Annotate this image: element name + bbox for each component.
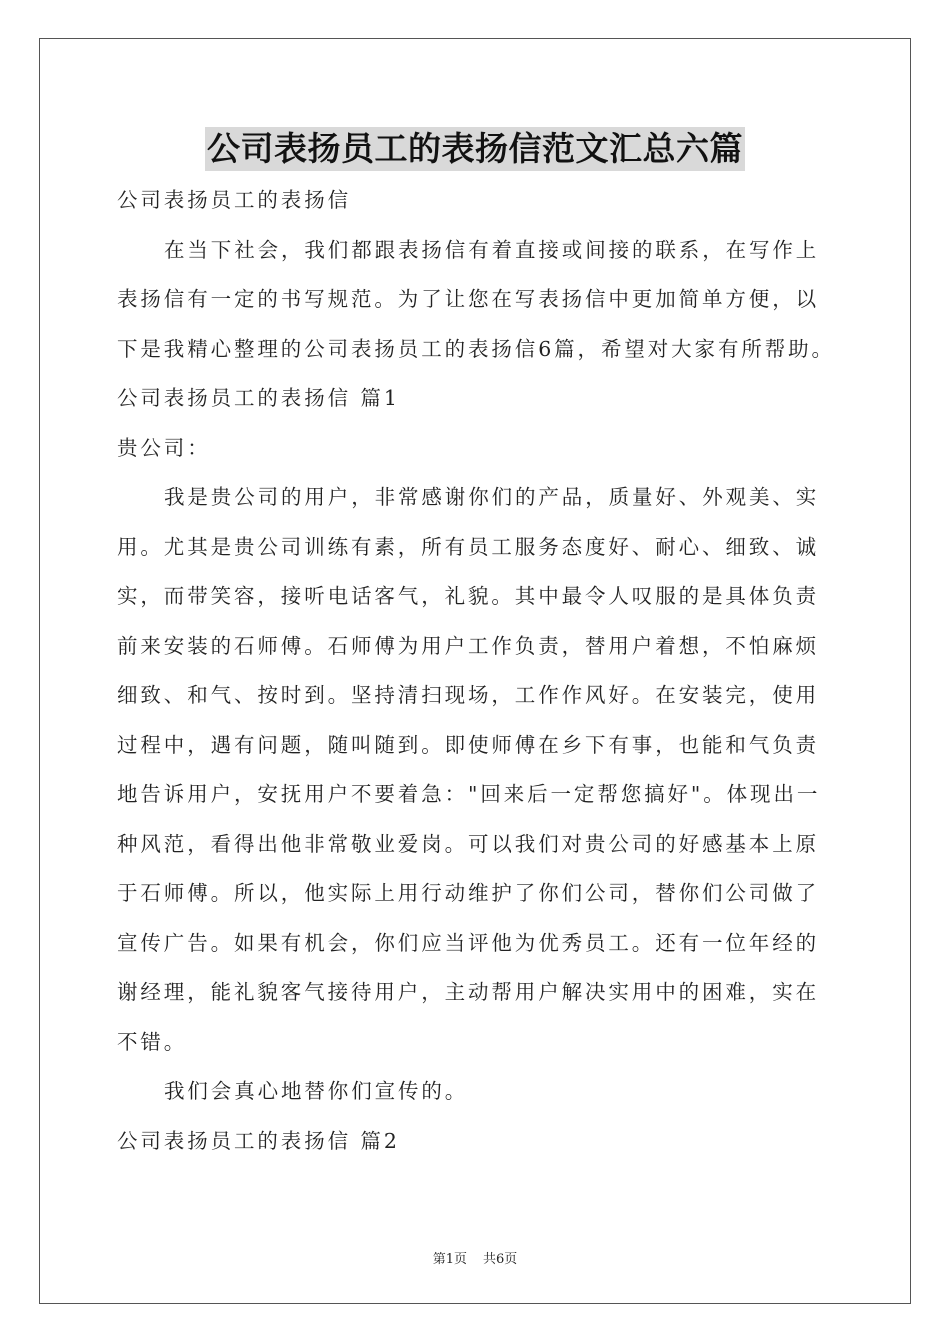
text-line: 实，而带笑容，接听电话客气，礼貌。其中最令人叹服的是具体负责 [117, 584, 819, 608]
text-line: 公司表扬员工的表扬信 篇1 [117, 386, 400, 410]
text-line: 细致、和气、按时到。坚持清扫现场，工作作风好。在安装完，使用 [117, 683, 819, 707]
text-line: 前来安装的石师傅。石师傅为用户工作负责，替用户着想，不怕麻烦 [117, 633, 819, 658]
text-line: 我是贵公司的用户，非常感谢你们的产品，质量好、外观美、实 [164, 485, 820, 509]
document-body [117, 176, 837, 1166]
text-line: 在当下社会，我们都跟表扬信有着直接或间接的联系，在写作上 [164, 237, 820, 262]
text-line: 不错。 [117, 1029, 188, 1054]
text-line: 宣传广告。如果有机会，你们应当评他为优秀员工。还有一位年经的 [117, 930, 819, 955]
page-total: 共6页 [483, 1252, 518, 1267]
text-line: 我们会真心地替你们宣传的。 [164, 1079, 469, 1103]
text-line: 种风范，看得出他非常敬业爱岗。可以我们对贵公司的好感基本上原 [117, 831, 819, 856]
text-line: 表扬信有一定的书写规范。为了让您在写表扬信中更加简单方便，以 [117, 287, 819, 311]
page-number: 第1页 [432, 1252, 467, 1267]
text-line: 用。尤其是贵公司训练有素，所有员工服务态度好、耐心、细致、诚 [117, 534, 819, 559]
text-line: 贵公司： [117, 435, 211, 460]
text-line: 公司表扬员工的表扬信 [117, 188, 351, 212]
page-footer [0, 1248, 950, 1267]
text-line: 公司表扬员工的表扬信 篇2 [117, 1128, 400, 1153]
text-line: 于石师傅。所以，他实际上用行动维护了你们公司，替你们公司做了 [117, 881, 819, 905]
text-line: 过程中，遇有问题，随叫随到。即使师傅在乡下有事，也能和气负责 [117, 732, 819, 757]
document-title [0, 127, 950, 171]
text-line: 地告诉用户，安抚用户不要着急："回来后一定帮您搞好"。体现出一 [117, 782, 821, 806]
document-title-text: 公司表扬员工的表扬信范文汇总六篇 [205, 127, 745, 171]
text-line: 下是我精心整理的公司表扬员工的表扬信6篇，希望对大家有所帮助。 [117, 336, 835, 361]
text-line: 谢经理，能礼貌客气接待用户，主动帮用户解决实用中的困难，实在 [117, 980, 819, 1004]
